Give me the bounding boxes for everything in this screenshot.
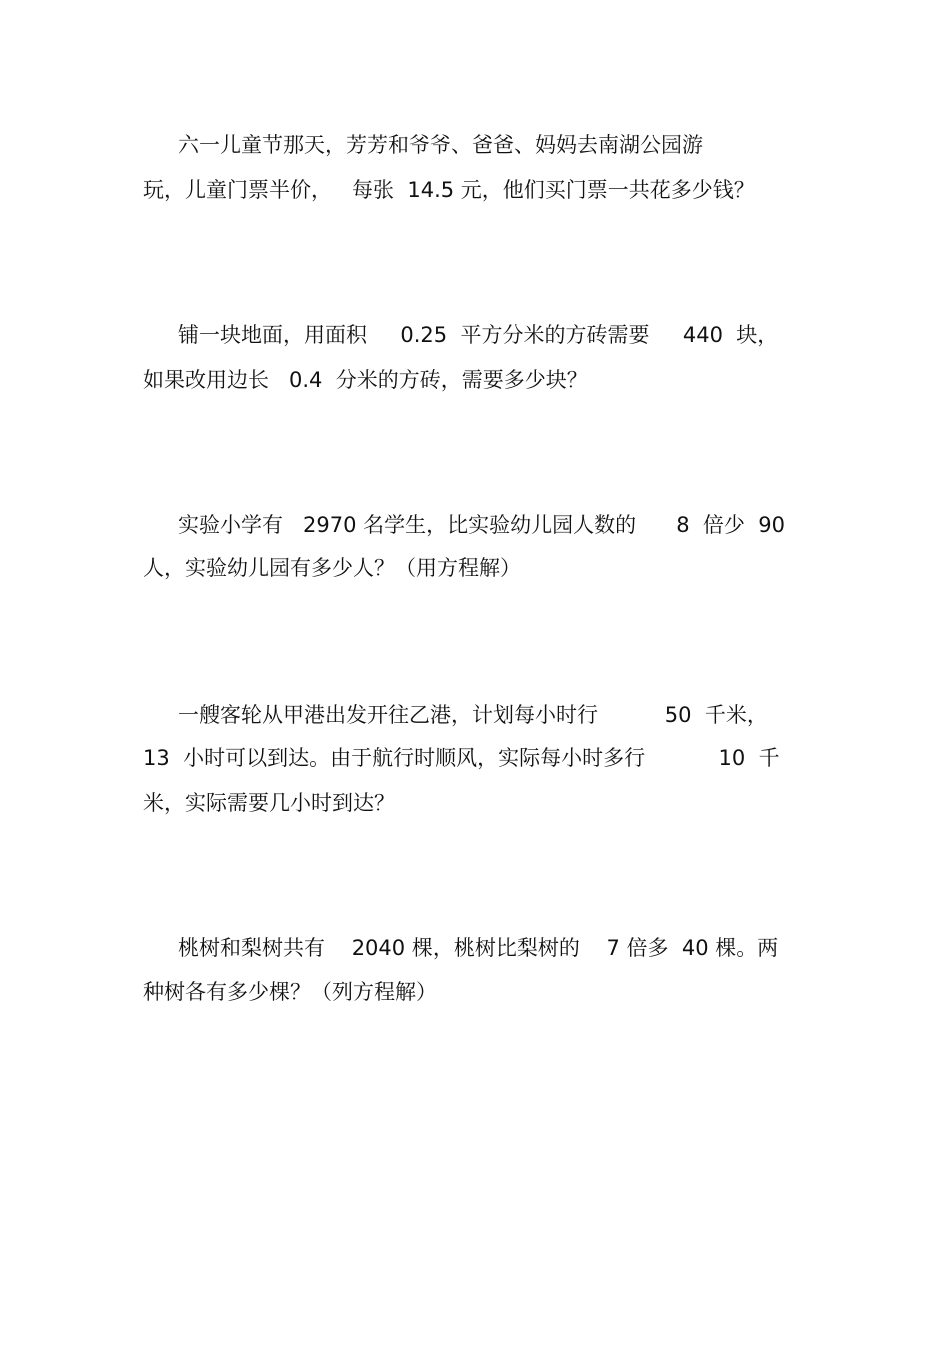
problem-3-line-2: 人，实验幼儿园有多少人？（用方程解） (143, 556, 521, 580)
problem-5-line-1: 桃树和梨树共有 2040 棵，桃树比梨树的 7 倍多 40 棵。两 (178, 936, 779, 960)
problem-3-line-1: 实验小学有 2970 名学生，比实验幼儿园人数的 8 倍少 90 (178, 513, 785, 537)
problem-1-line-1: 六一儿童节那天，芳芳和爷爷、爸爸、妈妈去南湖公园游 (178, 133, 703, 157)
problem-5-line-2: 种树各有多少棵？（列方程解） (143, 980, 437, 1004)
problem-2-line-1: 铺一块地面，用面积 0.25 平方分米的方砖需要 440 块， (178, 323, 779, 347)
problem-4-line-3: 米，实际需要几小时到达？ (143, 791, 395, 815)
problem-4-line-2: 13 小时可以到达。由于航行时顺风，实际每小时多行 10 千 (143, 746, 780, 770)
problem-1-line-2: 玩，儿童门票半价， 每张 14.5 元，他们买门票一共花多少钱？ (143, 178, 755, 202)
problem-4-line-1: 一艘客轮从甲港出发开往乙港，计划每小时行 50 千米， (178, 703, 768, 727)
problem-2-line-2: 如果改用边长 0.4 分米的方砖，需要多少块？ (143, 368, 588, 392)
